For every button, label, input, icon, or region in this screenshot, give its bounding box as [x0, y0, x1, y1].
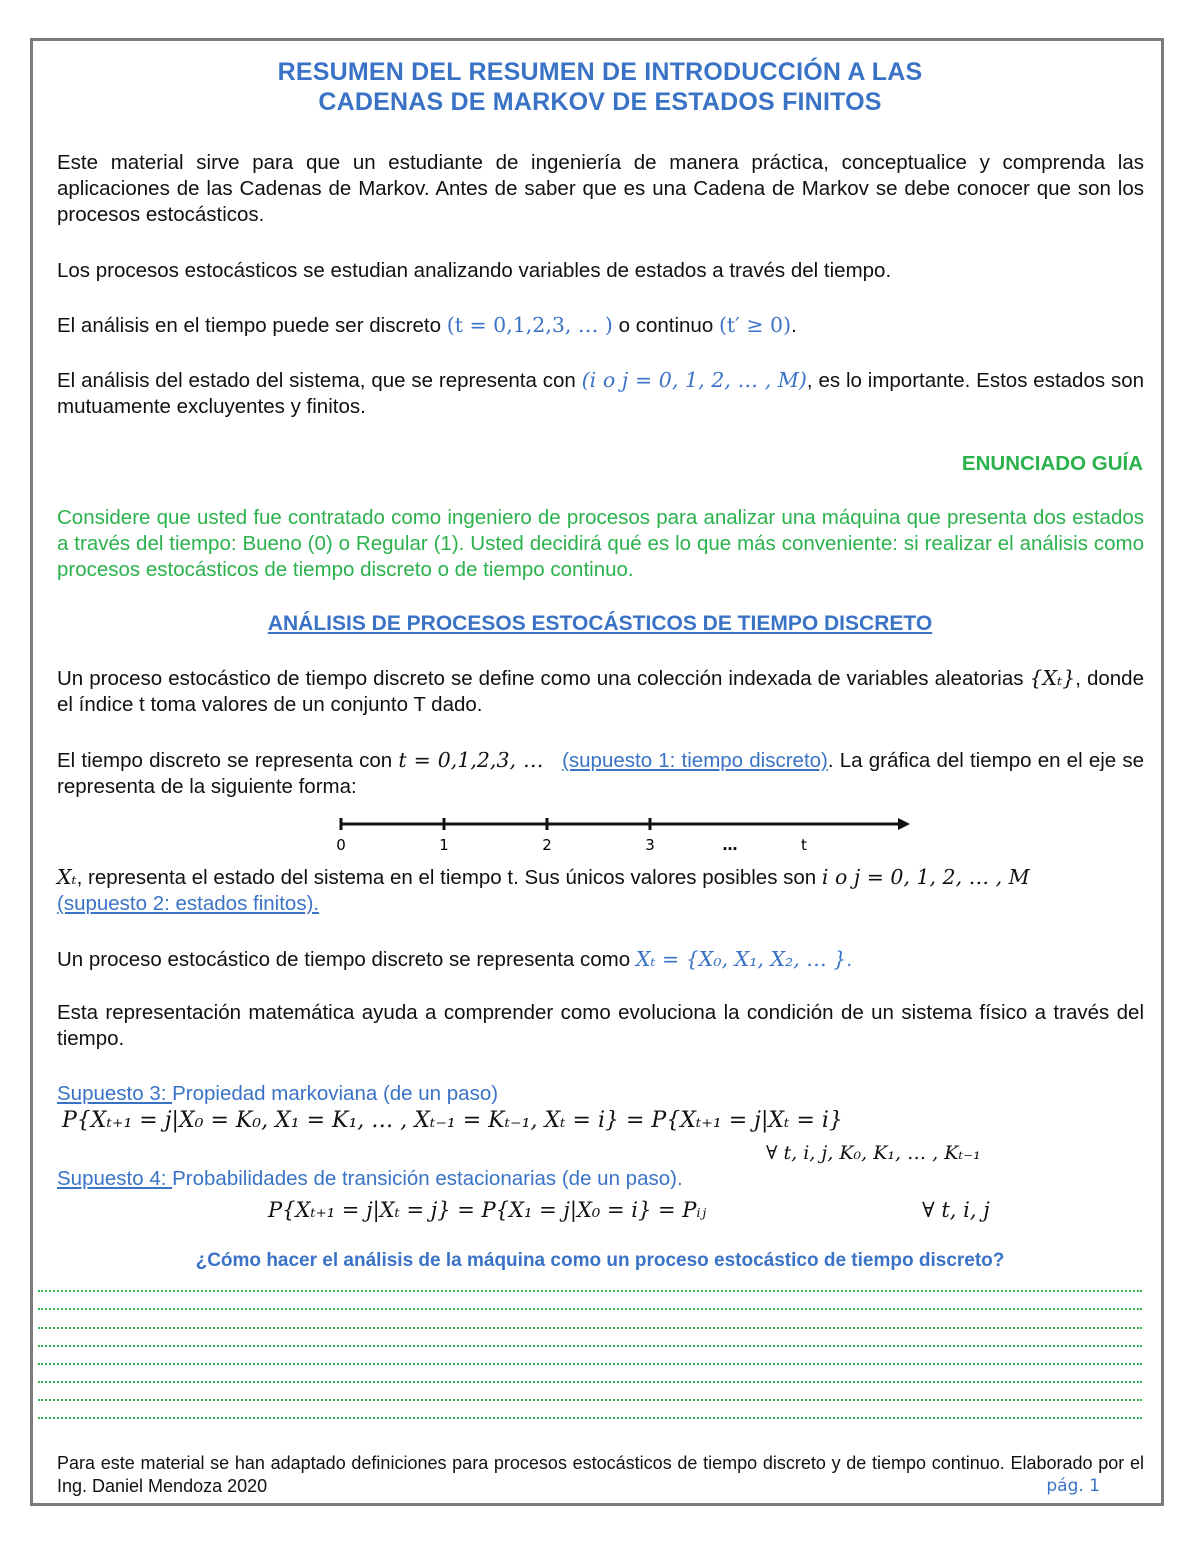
section-p3-math-xt: Xₜ [57, 865, 77, 889]
section-p4-text-a: Un proceso estocástico de tiempo discreto se representa como [57, 948, 636, 971]
section-paragraph-2 [57, 747, 1144, 800]
analysis-question: ¿Cómo hacer el análisis de la máquina como un proceso estocástico de tiempo discreto? [195, 1250, 1005, 1271]
intro-p3-text-c: . [791, 314, 797, 337]
section-p4-math: Xₜ = {X₀, X₁, X₂, … } [635, 947, 847, 971]
answer-line [38, 1417, 1142, 1419]
assumption-3-label[interactable]: Supuesto 3: [57, 1082, 173, 1105]
intro-p4-math-states: (i o j = 0, 1, 2, … , M) [581, 368, 807, 392]
answer-line [38, 1345, 1142, 1347]
answer-line [38, 1327, 1142, 1329]
time-axis [330, 808, 920, 858]
time-axis-label: 1 [439, 836, 449, 854]
intro-p3-math-continuous: (t′ ≥ 0) [718, 313, 792, 337]
assumption-1-link[interactable]: (supuesto 1: tiempo discreto) [562, 749, 828, 772]
intro-paragraph-2: Los procesos estocásticos se estudian analizando variables de estados a través del tiempo. [57, 259, 892, 282]
assumption-4-line [57, 1166, 1144, 1192]
answer-line [38, 1399, 1142, 1401]
time-axis-label: t [801, 836, 807, 854]
assumption-4-label[interactable]: Supuesto 4: [57, 1167, 173, 1190]
assumption-3-formula: P{Xₜ₊₁ = j|X₀ = K₀, X₁ = K₁, … , Xₜ₋₁ = Kₜ₋₁, Xₜ = i} = P{Xₜ₊₁ = j|Xₜ = i} [62, 1108, 843, 1133]
footer-note: Para este material se han adaptado definiciones para procesos estocásticos de tiempo discreto y de tiempo continuo. Elaborado por el Ing. Daniel Mendoza 2020 [57, 1453, 1144, 1496]
intro-paragraph-4 [57, 367, 1144, 420]
time-axis-label: … [722, 836, 738, 854]
assumption-4-text: Probabilidades de transición estacionarias (de un paso). [172, 1167, 683, 1190]
intro-p3-math-discrete: (t = 0,1,2,3, … ) [446, 313, 613, 337]
assumption-2-link[interactable]: (supuesto 2: estados finitos). [57, 892, 320, 915]
time-axis-label: 3 [645, 836, 655, 854]
section-p1-math: {Xₜ} [1029, 666, 1076, 690]
page-title-line-2: CADENAS DE MARKOV DE ESTADOS FINITOS [318, 88, 882, 116]
guide-text: Considere que usted fue contratado como ingeniero de procesos para analizar una máquina que presenta dos estados a través del tiempo: Bueno (0) o Regular (1). Usted decidirá qué es lo que más conveniente: si realizar el análisis como procesos estocásticos de tiempo discreto o de tiempo continuo. [57, 506, 1144, 581]
intro-p3-text-a: El análisis en el tiempo puede ser discreto [57, 314, 447, 337]
intro-p4-text-a: El análisis del estado del sistema, que se representa con [57, 369, 582, 392]
section-p3-math-states: i o j = 0, 1, 2, … , M [821, 865, 1030, 889]
intro-paragraph-3 [57, 312, 1144, 339]
time-axis-arrowhead [898, 818, 910, 830]
section-paragraph-1 [57, 665, 1144, 718]
assumption-3-line [57, 1081, 1144, 1107]
assumption-4-formula: P{Xₜ₊₁ = j|Xₜ = j} = P{X₁ = j|X₀ = i} = Pᵢⱼ [268, 1198, 707, 1222]
assumption-3-forall: ∀ t, i, j, K₀, K₁, … , Kₜ₋₁ [766, 1142, 981, 1164]
assumption-3-text: Propiedad markoviana (de un paso) [172, 1082, 499, 1105]
section-paragraph-3 [57, 864, 1144, 917]
section-p2-math: t = 0,1,2,3, … [398, 748, 544, 772]
assumption-4-forall: ∀ t, i, j [922, 1198, 990, 1222]
answer-line [38, 1381, 1142, 1383]
answer-line [38, 1308, 1142, 1310]
guide-heading: ENUNCIADO GUÍA [961, 452, 1143, 475]
time-axis-label: 2 [542, 836, 552, 854]
answer-line [38, 1290, 1142, 1292]
section-p4-text-b: . [846, 948, 853, 971]
section-p1-text-b: , donde el índice t toma valores de un conjunto T dado. [57, 667, 1144, 716]
page-title-line-1: RESUMEN DEL RESUMEN DE INTRODUCCIÓN A LAS [277, 58, 923, 86]
section-paragraph-5: Esta representación matemática ayuda a comprender como evoluciona la condición de un sistema físico a través del tiempo. [57, 1001, 1144, 1050]
answer-line [38, 1363, 1142, 1365]
intro-p3-text-b: o continuo [612, 314, 719, 337]
section-p1-text-a: Un proceso estocástico de tiempo discreto se define como una colección indexada de variables aleatorias [57, 667, 1030, 690]
page-number: pág. 1 [1046, 1476, 1100, 1496]
time-axis-label: 0 [336, 836, 346, 854]
section-paragraph-4 [57, 946, 1144, 973]
section-p3-text-a: , representa el estado del sistema en el tiempo t. Sus únicos valores posibles son [76, 866, 822, 889]
section-p2-text-a: El tiempo discreto se representa con [57, 749, 399, 772]
intro-paragraph-1: Este material sirve para que un estudiante de ingeniería de manera práctica, conceptualice y comprenda las aplicaciones de las Cadenas de Markov. Antes de saber que es una Cadena de Markov se debe conocer que son los procesos estocásticos. [57, 151, 1144, 226]
intro-p4-text-b: , es lo importante. Estos estados son mutuamente excluyentes y finitos. [57, 369, 1145, 418]
section-p2-text-b: . La gráfica del tiempo en el eje se representa de la siguiente forma: [57, 749, 1145, 798]
section-title: ANÁLISIS DE PROCESOS ESTOCÁSTICOS DE TIEMPO DISCRETO [267, 612, 933, 635]
